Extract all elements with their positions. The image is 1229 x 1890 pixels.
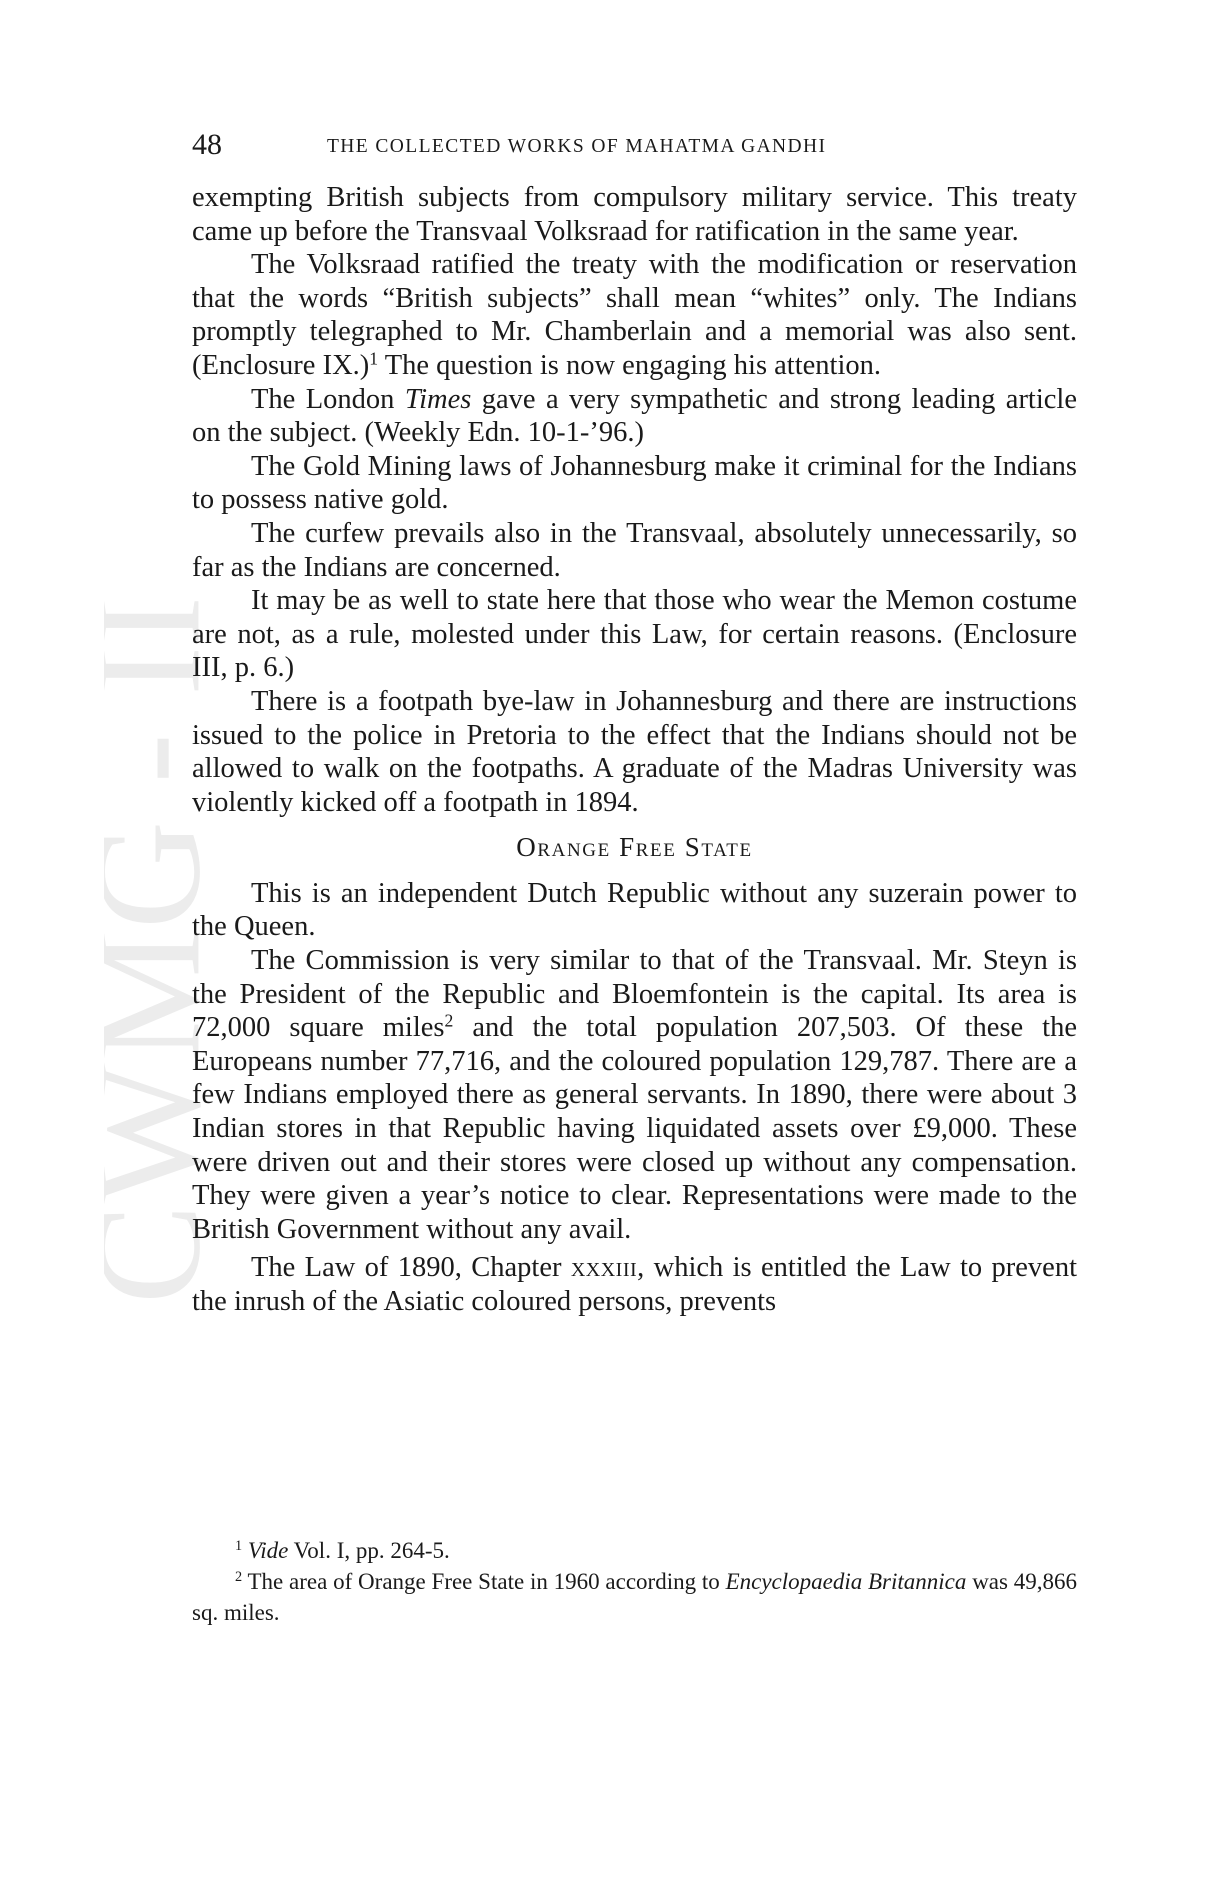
paragraph-5: The curfew prevails also in the Transvaal, absolutely unnecessarily, so far as the Indians are concerned. xyxy=(192,517,1077,583)
paragraph-9: The Commission is very similar to that of the Transvaal. Mr. Steyn is the President of the Republic and Bloemfontein is the capital. Its area is 72,000 square miles$^2$ and the total population 207,503. Of these the Europeans number 77,716, and the coloured population 129,787. There are a few Indians employed there as general servants. In 1890, there were about 3 Indian stores in that Republic having liquidated assets over £9,000. These were driven out and their stores were closed up without any compensation. They were given a year’s notice to clear. Representations were made to the British Government without any avail. xyxy=(192,945,1077,1245)
paragraph-6: It may be as well to state here that those who wear the Memon costume are not, as a rule, molested under this Law, for certain reasons. (Enclosure III, p. 6.) xyxy=(192,585,1077,684)
footnote-1: $^1$ Vide Vol. I, pp. 264-5. xyxy=(235,1538,450,1563)
paragraph-4: The Gold Mining laws of Johannesburg make it criminal for the Indians to possess native gold. xyxy=(192,450,1077,516)
section-heading: Orange Free State xyxy=(516,832,753,863)
italic-times: Times xyxy=(404,383,472,415)
paragraph-2: The Volksraad ratified the treaty with the modification or reservation that the words “British subjects” shall mean “whites” only. The Indians promptly telegraphed to Mr. Chamberlain and a memorial was also sent. (Enclosure IX.)$^1$ The question is now engaging his attention. xyxy=(192,249,1077,381)
paragraph-1: exempting British subjects from compulsory military service. This treaty came up before the Transvaal Volksraad for ratification in the same year. xyxy=(192,182,1077,247)
paragraph-10: The Law of 1890, Chapter xxxiii, which is entitled the Law to prevent the inrush of the Asiatic coloured persons, prevents xyxy=(192,1252,1077,1317)
running-head xyxy=(192,128,1077,168)
running-title: THE COLLECTED WORKS OF MAHATMA GANDHI xyxy=(327,136,827,157)
footnotes xyxy=(192,1535,1077,1628)
paragraph-8: This is an independent Dutch Republic without any suzerain power to the Queen. xyxy=(192,877,1077,943)
footnote-2: $^2$ The area of Orange Free State in 1960 according to Encyclopaedia Britannica was 49,866 sq. miles. xyxy=(192,1569,1077,1625)
footnote-ref-1: 1 xyxy=(369,348,379,369)
watermark-text: CWMG II xyxy=(104,595,224,1305)
paragraph-3: The London Times gave a very sympathetic and strong leading article on the subject. (Weekly Edn. 10-1-’96.) xyxy=(192,383,1077,449)
paragraph-7: There is a footpath bye-law in Johannesburg and there are instructions issued to the police in Pretoria to the effect that the Indians should not be allowed to walk on the footpaths. A graduate of the Madras University was violently kicked off a footpath in 1894. xyxy=(192,685,1077,818)
chapter-numeral: xxxiii xyxy=(570,1252,638,1284)
footnote-ref-2: 2 xyxy=(444,1010,454,1031)
main-text xyxy=(192,181,1077,1319)
page-number: 48 xyxy=(192,128,222,161)
